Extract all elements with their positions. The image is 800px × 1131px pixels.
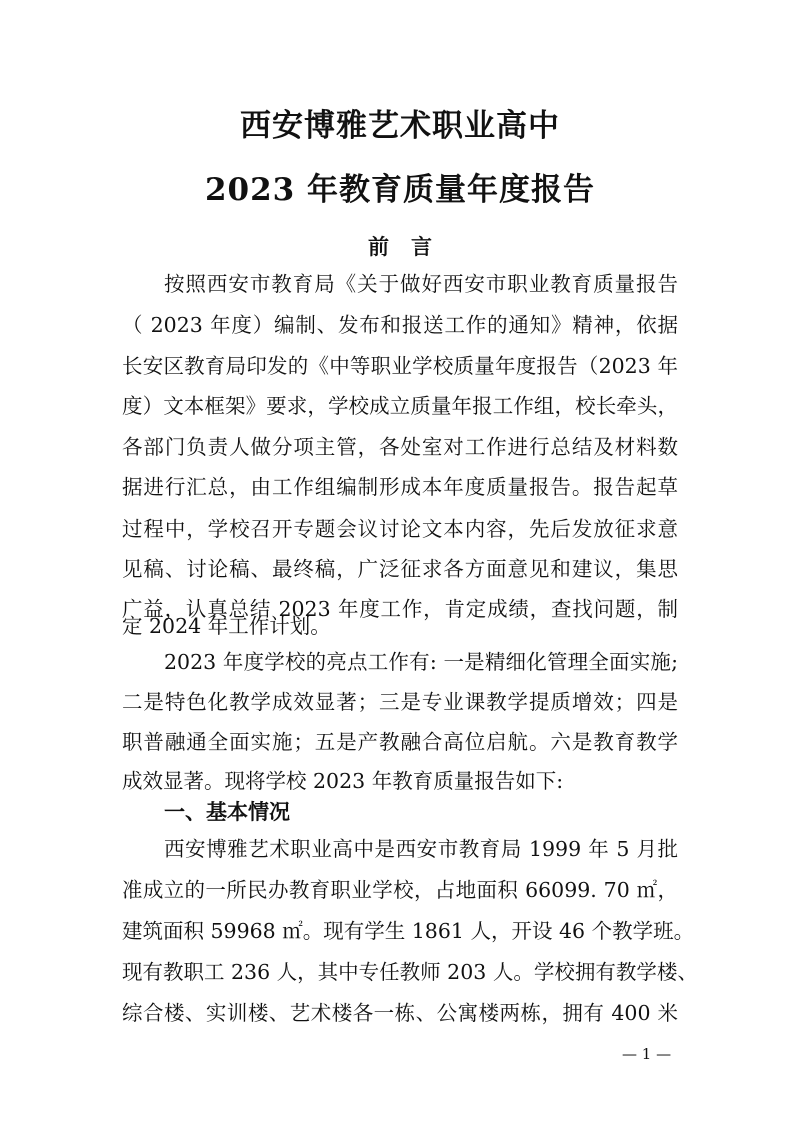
page-number: — 1 — (622, 1045, 672, 1063)
paragraph-line: 见稿、讨论稿、最终稿，广泛征求各方面意见和建议，集思 (122, 557, 678, 581)
paragraph-line: 度）文本框架》要求，学校成立质量年报工作组，校长牵头， (122, 394, 678, 418)
paragraph-line: 建筑面积 59968 ㎡。现有学生 1861 人，开设 46 个教学班。 (122, 919, 695, 943)
section-heading-basic-info: 一、基本情况 (164, 800, 290, 824)
preface-heading: 前言 (368, 235, 454, 259)
paragraph-line: 成效显著。现将学校 2023 年教育质量报告如下: (122, 769, 564, 793)
paragraph-line: 各部门负责人做分项主管，各处室对工作进行总结及材料数 (122, 435, 678, 459)
paragraph-line: 职普融通全面实施；五是产教融合高位启航。六是教育教学 (122, 730, 678, 754)
paragraph-line: 长安区教育局印发的《中等职业学校质量年度报告（2023 年 (122, 354, 678, 378)
paragraph-line: 据进行汇总，由工作组编制形成本年度质量报告。报告起草 (122, 475, 678, 499)
paragraph-line: 2023 年度学校的亮点工作有: 一是精细化管理全面实施; (164, 650, 678, 674)
document-title-report: 2023 年教育质量年度报告 (204, 172, 596, 208)
paragraph-line: 综合楼、实训楼、艺术楼各一栋、公寓楼两栋，拥有 400 米 (122, 1001, 678, 1025)
paragraph-line: 二是特色化教学成效显著；三是专业课教学提质增效；四是 (122, 690, 678, 714)
paragraph-line: 按照西安市教育局《关于做好西安市职业教育质量报告 (164, 272, 678, 296)
paragraph-line: 过程中，学校召开专题会议讨论文本内容，先后发放征求意 (122, 517, 678, 541)
paragraph-line: 西安博雅艺术职业高中是西安市教育局 1999 年 5 月批 (164, 837, 678, 861)
paragraph-line: 准成立的一所民办教育职业学校，占地面积 66099. 70 ㎡， (122, 878, 678, 902)
paragraph-line: 现有教职工 236 人，其中专任教师 203 人。学校拥有教学楼、 (122, 960, 698, 984)
paragraph-line: 广益，认真总结 2023 年度工作，肯定成绩，查找问题，制 (122, 597, 678, 621)
paragraph-line: （ 2023 年度）编制、发布和报送工作的通知》精神，依据 (122, 313, 678, 337)
paragraph-line: 定 2024 年工作计划。 (122, 614, 331, 638)
document-title-school: 西安博雅艺术职业高中 (240, 108, 560, 144)
